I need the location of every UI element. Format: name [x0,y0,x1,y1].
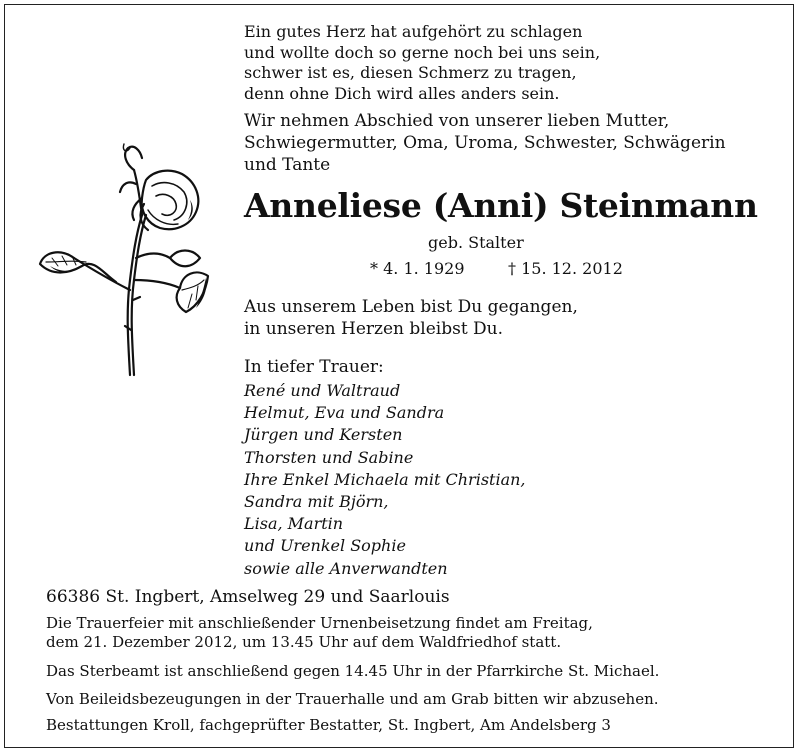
mourner-entry: Lisa, Martin [244,514,344,534]
poem-line: und wollte doch so gerne noch bei uns sein, [244,42,601,62]
funeral-notice-line: Die Trauerfeier mit anschließender Urnenbeisetzung findet am Freitag, [46,614,593,632]
poem-line: denn ohne Dich wird alles anders sein. [244,83,560,103]
verse [244,296,578,340]
undertaker-notice: Bestattungen Kroll, fachgeprüfter Bestatter, St. Ingbert, Am Andelsberg 3 [46,716,611,734]
funeral-notice-line: dem 21. Dezember 2012, um 13.45 Uhr auf dem Waldfriedhof statt. [46,633,562,651]
intro-line: und Tante [244,155,331,175]
rose-illustration [30,140,230,380]
requiem-notice: Das Sterbeamt ist anschließend gegen 14.45 Uhr in der Pfarrkirche St. Michael. [46,662,660,680]
poem-line: schwer ist es, diesen Schmerz zu tragen, [244,63,577,82]
funeral-notice [46,614,593,652]
mourners-list [244,380,526,580]
poem-line: Ein gutes Herz hat aufgehört zu schlagen [244,22,583,41]
verse-line: Aus unserem Leben bist Du gegangen, [244,297,578,317]
deceased-name: Anneliese (Anni) Steinmann [244,186,758,225]
birth-name: geb. Stalter [428,233,524,252]
mourner-entry: Ihre Enkel Michaela mit Christian, [244,469,526,489]
verse-line: in unseren Herzen bleibst Du. [244,319,504,339]
mourner-entry: Helmut, Eva und Sandra [244,403,445,423]
birth-date: * 4. 1. 1929 [370,259,465,278]
intro-line: Schwiegermutter, Oma, Uroma, Schwester, Schwägerin [244,133,726,153]
mourner-entry: und Urenkel Sophie [244,536,406,556]
poem [244,22,600,104]
condolences-notice: Von Beileidsbezeugungen in der Trauerhalle und am Grab bitten wir abzusehen. [46,690,659,708]
mourner-entry: René und Waltraud [244,381,401,400]
mourner-entry: Thorsten und Sabine [244,447,414,467]
mourner-entry: Jürgen und Kersten [244,425,403,445]
mourner-entry: sowie alle Anverwandten [244,558,448,578]
mourner-entry: Sandra mit Björn, [244,492,389,512]
mourning-heading: In tiefer Trauer: [244,357,384,377]
family-address: 66386 St. Ingbert, Amselweg 29 und Saarlouis [46,587,450,607]
intro-line: Wir nehmen Abschied von unserer lieben Mutter, [244,111,670,131]
death-date: † 15. 12. 2012 [508,259,623,278]
farewell-intro [244,110,726,176]
